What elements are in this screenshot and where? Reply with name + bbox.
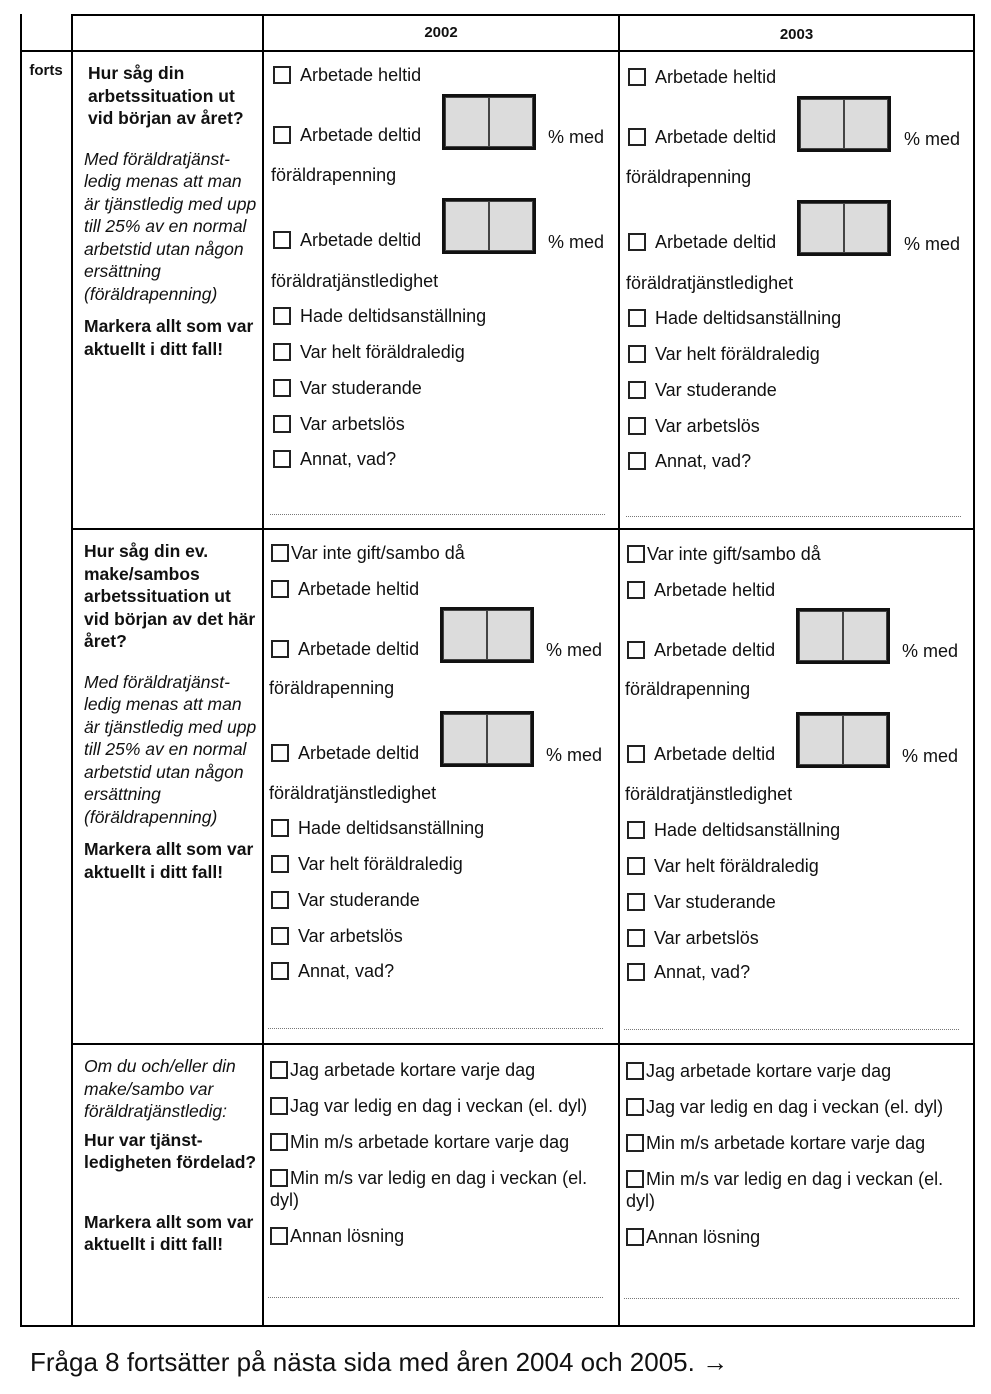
- q3-2003-annan-line[interactable]: [624, 1298, 959, 1299]
- checkbox[interactable]: [627, 545, 645, 563]
- q2-2002-annat-line[interactable]: [268, 1028, 603, 1029]
- q2-2002-pct-med-ftl: % med: [546, 745, 603, 765]
- q1-2002-heltid[interactable]: Arbetade heltid: [273, 64, 421, 86]
- checkbox[interactable]: [271, 544, 289, 562]
- checkbox[interactable]: [626, 1062, 644, 1080]
- table-left-border: [20, 14, 22, 1327]
- checkbox[interactable]: [628, 309, 646, 327]
- q2-question: [84, 540, 260, 883]
- checkbox[interactable]: [273, 66, 291, 84]
- checkbox[interactable]: [270, 1227, 288, 1245]
- q3-question: [84, 1055, 260, 1256]
- checkbox[interactable]: [627, 857, 645, 875]
- q3-instruction: Markera allt som var aktuellt i ditt fall!: [84, 1211, 254, 1254]
- checkbox[interactable]: [628, 345, 646, 363]
- q1-2002-deltidsanstallning[interactable]: Hade deltidsanställning: [273, 305, 486, 327]
- year-header-2003: 2003: [779, 26, 814, 43]
- q1-2003-foraldraledig[interactable]: Var helt föräldraledig: [628, 343, 820, 365]
- checkbox[interactable]: [273, 379, 291, 397]
- q3-2002-annan[interactable]: Annan lösning: [270, 1225, 404, 1247]
- q1-2002-annat[interactable]: Annat, vad?: [273, 448, 396, 470]
- q2-2003-annat[interactable]: Annat, vad?: [627, 961, 750, 983]
- checkbox[interactable]: [628, 417, 646, 435]
- q2-2003-ej-gift[interactable]: Var inte gift/sambo då: [627, 543, 821, 565]
- checkbox[interactable]: [627, 929, 645, 947]
- checkbox[interactable]: [273, 450, 291, 468]
- checkbox[interactable]: [273, 231, 291, 249]
- q1-2003-deltidsanstallning[interactable]: Hade deltidsanställning: [628, 307, 841, 329]
- q2-2003-ftl-label: föräldratjänstledighet: [625, 784, 793, 804]
- q1-2002-pct-med-fp: % med: [548, 127, 605, 147]
- q3-title: Hur var tjänst-ledigheten fördelad?: [84, 1129, 257, 1172]
- checkbox[interactable]: [627, 745, 645, 763]
- year-column-divider: [618, 14, 620, 1327]
- q2-2002-percent-box-fp[interactable]: [440, 607, 534, 663]
- q3-2002-annan-line[interactable]: [268, 1297, 603, 1298]
- q2-2002-pct-med-fp: % med: [546, 640, 603, 660]
- q3-2003-ms-ledig[interactable]: Min m/s var ledig en dag i veckan (el. dyl): [626, 1169, 944, 1211]
- q2-2003-arbetslos[interactable]: Var arbetslös: [627, 927, 759, 949]
- checkbox[interactable]: [273, 343, 291, 361]
- q2-2003-percent-box-ftl[interactable]: [796, 712, 890, 768]
- q2-title: Hur såg din ev. make/sambos arbetssituation ut vid början av det här året?: [84, 541, 256, 651]
- checkbox[interactable]: [271, 927, 289, 945]
- checkbox[interactable]: [626, 1170, 644, 1188]
- q2-2003-pct-med-ftl: % med: [902, 746, 959, 766]
- q2-2002-ftl-label: föräldratjänstledighet: [269, 783, 437, 803]
- section2-bottom-border: [71, 1043, 975, 1045]
- q2-2003-deltid-fp[interactable]: Arbetade deltid: [627, 639, 775, 661]
- q1-2003-percent-box-ftl[interactable]: [797, 200, 891, 256]
- q2-2003-fp-label: föräldrapenning: [625, 679, 751, 699]
- q2-2003-foraldraledig[interactable]: Var helt föräldraledig: [627, 855, 819, 877]
- q1-2002-percent-box-ftl[interactable]: [442, 198, 536, 254]
- q1-2002-percent-box-fp[interactable]: [442, 94, 536, 150]
- question-column-divider: [262, 14, 264, 1327]
- q2-2002-heltid[interactable]: Arbetade heltid: [271, 578, 419, 600]
- q1-2002-foraldraledig[interactable]: Var helt föräldraledig: [273, 341, 465, 363]
- checkbox[interactable]: [271, 819, 289, 837]
- q1-2003-studerande[interactable]: Var studerande: [628, 379, 777, 401]
- q3-2003-ms-kortare[interactable]: Min m/s arbetade kortare varje dag: [626, 1132, 925, 1154]
- year-header-2002: 2002: [424, 24, 458, 41]
- row-label-forts: forts: [29, 62, 63, 79]
- q3-2002-ledig-dag[interactable]: Jag var ledig en dag i veckan (el. dyl): [270, 1095, 587, 1117]
- q2-note: Med föräldratjänst-ledig menas att man är tjänstledig med upp till 25% av en normal arbetstid utan någon ersättning (föräldrapenning): [84, 671, 257, 827]
- section1-bottom-border: [71, 528, 975, 530]
- q2-2002-ej-gift[interactable]: Var inte gift/sambo då: [271, 542, 465, 564]
- q1-2002-deltid-fp[interactable]: Arbetade deltid: [273, 124, 421, 146]
- q1-2003-annat-line[interactable]: [626, 516, 961, 517]
- checkbox[interactable]: [628, 68, 646, 86]
- q1-question: [84, 62, 260, 360]
- q2-2002-foraldraledig[interactable]: Var helt föräldraledig: [271, 853, 463, 875]
- q2-2003-heltid[interactable]: Arbetade heltid: [627, 579, 775, 601]
- checkbox[interactable]: [626, 1228, 644, 1246]
- q1-2002-fp-label: föräldrapenning: [271, 165, 397, 185]
- q1-2003-pct-med-ftl: % med: [904, 234, 961, 254]
- q3-2003-ledig-dag[interactable]: Jag var ledig en dag i veckan (el. dyl): [626, 1096, 943, 1118]
- q2-2003-pct-med-fp: % med: [902, 641, 959, 661]
- checkbox[interactable]: [271, 855, 289, 873]
- checkbox[interactable]: [271, 744, 289, 762]
- header-bottom-border: [20, 50, 975, 52]
- q1-2002-studerande[interactable]: Var studerande: [273, 377, 422, 399]
- q1-2002-arbetslos[interactable]: Var arbetslös: [273, 413, 405, 435]
- checkbox[interactable]: [627, 821, 645, 839]
- q1-instruction: Markera allt som var aktuellt i ditt fall!: [84, 316, 254, 359]
- q2-2002-percent-box-ftl[interactable]: [440, 711, 534, 767]
- checkbox[interactable]: [270, 1061, 288, 1079]
- checkbox[interactable]: [626, 1098, 644, 1116]
- checkbox[interactable]: [270, 1133, 288, 1151]
- checkbox[interactable]: [271, 640, 289, 658]
- q2-2002-deltid-ftl[interactable]: Arbetade deltid: [271, 742, 419, 764]
- q1-2003-pct-med-fp: % med: [904, 129, 961, 149]
- checkbox[interactable]: [273, 307, 291, 325]
- q2-2002-deltid-fp[interactable]: Arbetade deltid: [271, 638, 419, 660]
- q2-2003-deltidsanstallning[interactable]: Hade deltidsanställning: [627, 819, 840, 841]
- checkbox[interactable]: [273, 126, 291, 144]
- q1-note: Med föräldratjänst-ledig menas att man är tjänstledig med upp till 25% av en normal arbetstid utan någon ersättning (föräldrapenning): [84, 148, 257, 304]
- q1-2002-annat-line[interactable]: [270, 514, 605, 515]
- q1-2003-fp-label: föräldrapenning: [626, 167, 752, 187]
- q1-2003-arbetslos[interactable]: Var arbetslös: [628, 415, 760, 437]
- q1-2003-ftl-label: föräldratjänstledighet: [626, 273, 794, 293]
- q2-2003-percent-box-fp[interactable]: [796, 608, 890, 664]
- q2-2002-annat[interactable]: Annat, vad?: [271, 960, 394, 982]
- checkbox[interactable]: [627, 581, 645, 599]
- checkbox[interactable]: [626, 1134, 644, 1152]
- checkbox[interactable]: [271, 891, 289, 909]
- checkbox[interactable]: [628, 452, 646, 470]
- q1-2002-pct-med-ftl: % med: [548, 232, 605, 252]
- table-top-border: [71, 14, 975, 16]
- checkbox[interactable]: [628, 381, 646, 399]
- checkbox[interactable]: [627, 963, 645, 981]
- q1-2003-heltid[interactable]: Arbetade heltid: [628, 66, 776, 88]
- q3-2002-ms-kortare[interactable]: Min m/s arbetade kortare varje dag: [270, 1131, 569, 1153]
- q3-note: Om du och/eller din make/sambo var föräldratjänstledig:: [84, 1056, 236, 1121]
- q2-2003-studerande[interactable]: Var studerande: [627, 891, 776, 913]
- q2-instruction: Markera allt som var aktuellt i ditt fall!: [84, 839, 254, 882]
- q1-2002-ftl-label: föräldratjänstledighet: [271, 271, 439, 291]
- q3-2003-kortare[interactable]: Jag arbetade kortare varje dag: [626, 1060, 891, 1082]
- checkbox[interactable]: [270, 1169, 288, 1187]
- q2-2002-arbetslos[interactable]: Var arbetslös: [271, 925, 403, 947]
- q3-2003-annan[interactable]: Annan lösning: [626, 1226, 760, 1248]
- footer-continuation-note: Fråga 8 fortsätter på nästa sida med åren 2004 och 2005. →: [30, 1347, 729, 1377]
- q1-2002-deltid-ftl[interactable]: Arbetade deltid: [273, 229, 421, 251]
- q2-2002-fp-label: föräldrapenning: [269, 678, 395, 698]
- q2-2003-annat-line[interactable]: [624, 1029, 959, 1030]
- checkbox[interactable]: [627, 893, 645, 911]
- checkbox[interactable]: [628, 233, 646, 251]
- table-right-border: [973, 14, 975, 1327]
- q2-2002-deltidsanstallning[interactable]: Hade deltidsanställning: [271, 817, 484, 839]
- q2-2002-studerande[interactable]: Var studerande: [271, 889, 420, 911]
- q2-2003-deltid-ftl[interactable]: Arbetade deltid: [627, 743, 775, 765]
- checkbox[interactable]: [271, 580, 289, 598]
- q1-2003-deltid-fp[interactable]: Arbetade deltid: [628, 126, 776, 148]
- label-column-divider: [71, 14, 73, 1327]
- table-bottom-border: [20, 1325, 975, 1327]
- q1-2003-deltid-ftl[interactable]: Arbetade deltid: [628, 231, 776, 253]
- checkbox[interactable]: [271, 962, 289, 980]
- q1-2003-percent-box-fp[interactable]: [797, 96, 891, 152]
- q1-title: Hur såg din arbetssituation ut vid början av året?: [88, 63, 244, 128]
- q3-2002-ms-ledig[interactable]: Min m/s var ledig en dag i veckan (el. dyl): [270, 1168, 588, 1210]
- checkbox[interactable]: [628, 128, 646, 146]
- checkbox[interactable]: [270, 1097, 288, 1115]
- checkbox[interactable]: [273, 415, 291, 433]
- checkbox[interactable]: [627, 641, 645, 659]
- q3-2002-kortare[interactable]: Jag arbetade kortare varje dag: [270, 1059, 535, 1081]
- q1-2003-annat[interactable]: Annat, vad?: [628, 450, 751, 472]
